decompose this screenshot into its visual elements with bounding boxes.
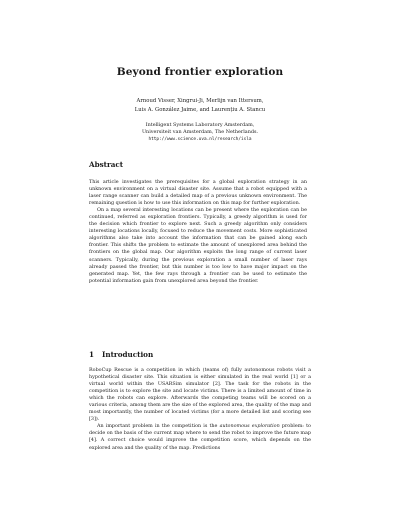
- intro-paragraph: [89, 423, 311, 451]
- introduction-body: [89, 367, 311, 452]
- affiliation-line: Intelligent Systems Laboratory Amsterdam,: [145, 122, 255, 128]
- affiliation-url: http://www.science.uva.nl/research/isla: [148, 137, 252, 143]
- abstract-paragraph: On a map several interesting locations can be present where the exploration can be continued, referred as exploration frontiers. Typically, a greedy algorithm is used for the decision which frontier to explore next. Such a greedy algorithm only considers interesting locations locally, focused to reduce the movement costs. More sophisticated algorithms also take into account the information that can be gained along each frontier. This shifts the problem to estimate the amount of unexplored area behind the frontiers on the global map. Our algorithm exploits the long range of current laser scanners. Typically, during the previous exploration a small number of laser rays already passed the frontier, but this number is too low to have major impact on the generated map. Yet, the few rays through a frontier can be used to estimate the potential information gain from unexplored area beyond the frontier.: [89, 207, 307, 284]
- author-line: Luis A. González Jaime, and Laurențiu A. Stancu: [134, 106, 266, 113]
- emphasized-term: autonomous exploration: [219, 423, 280, 430]
- abstract-paragraph: This article investigates the prerequisites for a global exploration strategy in an unknown environment on a virtual disaster site. Assume that a robot equipped with a laser range scanner can build a detailed map of a previous unknown environment. The remaining question is how to use this information on this map for further exploration.: [89, 179, 307, 207]
- section-heading-introduction: [89, 350, 153, 359]
- section-number: 1: [89, 350, 95, 359]
- author-list: [0, 97, 400, 114]
- intro-paragraph: RoboCup Rescue is a competition in which (teams of) fully autonomous robots visit a hypothetical disaster site. This situation is either simulated in the real world [1] or a virtual world within the USARSim simulator [2]. The task for the robots in the competition is to explore the site and locate victims. There is a limited amount of time in which the robots can explore. Afterwards the competing teams will be scored on a various criteria, among them are the size of the explored area, the quality of the map and most importantly, the number of located victims (for a more detailed list and scoring see [3]).: [89, 367, 311, 423]
- intro-text: An important problem in the competition is the: [97, 423, 220, 430]
- abstract-body: [89, 179, 307, 285]
- paper-title: Beyond frontier exploration: [116, 66, 284, 78]
- affiliation-line: Universiteit van Amsterdam, The Netherlands.: [141, 129, 259, 136]
- section-title: Introduction: [102, 350, 154, 359]
- affiliation-block: [0, 122, 400, 143]
- abstract-heading: Abstract: [89, 160, 124, 169]
- intro-text: problem: to decide on the basis of the current map where to send the robot to improve the future map [4]. A correct choice would improve the competition score, which depends on the explored area and the quality of the map. Predictions: [89, 423, 311, 451]
- author-line: Arnoud Visser, Xingrui-Ji, Merlijn van Ittersum,: [136, 98, 264, 104]
